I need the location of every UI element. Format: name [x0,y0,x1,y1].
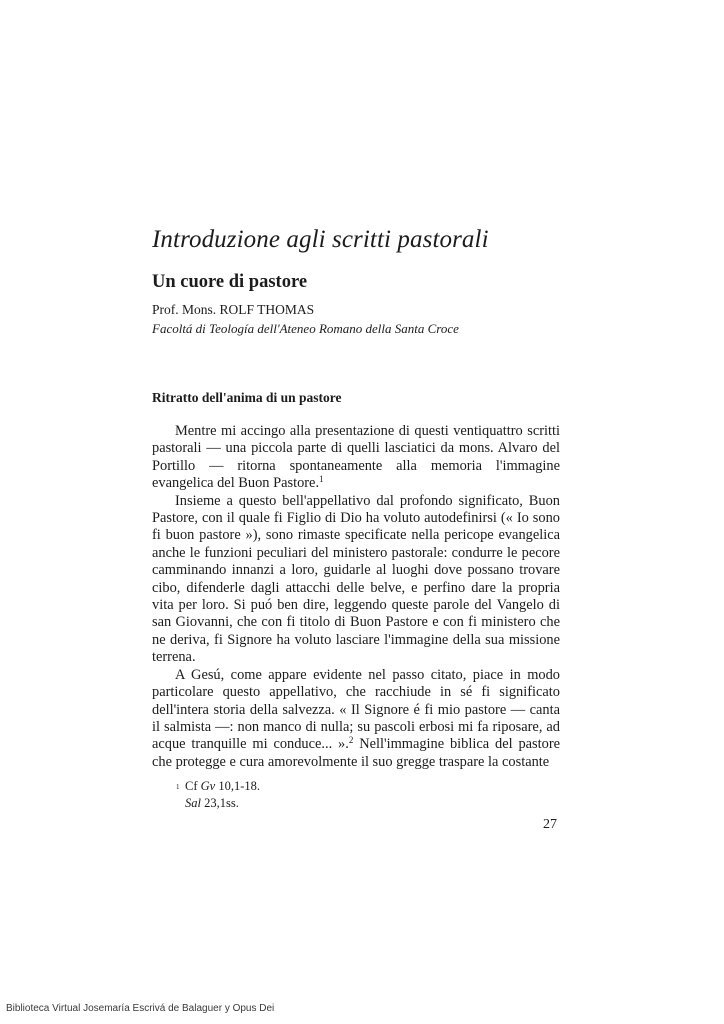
library-watermark: Biblioteca Virtual Josemaría Escrivá de Balaguer y Opus Dei [6,1003,275,1014]
footnote-ref-1: 1 [319,474,324,485]
footnote-1 [176,778,260,795]
section-heading: Ritratto dell'anima di un pastore [152,390,342,405]
footnote-1-number: 1 [176,783,180,791]
page-number: 27 [543,817,557,832]
paragraph-3-text-b: Nell'immagine biblica del pastore che protegge e cura amorevolmente il suo gregge traspare la costante [152,736,561,770]
footnote-1-ref: 10,1-18. [215,779,260,793]
paragraph-1 [152,423,560,493]
footnote-1-book: Gv [200,779,216,793]
paragraph-1-text: Mentre mi accingo alla presentazione di questi ventiquattro scritti pastorali — una piccola parte di quelli lasciatici da mons. Alvaro del Portillo — ritorna spontaneamente alla memoria l'immagine evangelica del Buon Pastore. [152,423,560,492]
author-affiliation: Facoltá di Teología dell'Ateneo Romano della Santa Croce [152,321,459,336]
footnote-2 [176,795,260,811]
body-text [152,423,560,771]
paragraph-3 [152,667,560,771]
footnote-1-cf: Cf [185,779,201,793]
article-subtitle: Un cuore di pastore [152,272,308,292]
author-name: Prof. Mons. ROLF THOMAS [152,302,315,317]
footnotes [176,778,260,811]
footnote-2-book: Sal [185,796,201,810]
footnote-2-ref: 23,1ss. [200,796,239,810]
paragraph-2: Insieme a questo bell'appellativo dal profondo significato, Buon Pastore, con il quale fi Figlio di Dio ha voluto autodefinirsi (« Io sono fi buon pastore »), sono rimaste specificate nella pericope evangelica anche le funzioni peculiari del ministero pastorale: condurre le pecore camminando innanzi a loro, guidarle al luoghi dove possano trovare cibo, difenderle dagli attacchi delle belve, e perfino dare la propria vita per loro. Si puó ben dire, leggendo queste parole del Vangelo di san Giovanni, che con fi titolo di Buon Pastore e con fi ministero che ne deriva, fi Signore ha voluto lasciare l'immagine della sua missione terrena. [152,492,560,666]
footnote-ref-2: 2 [348,735,354,746]
article-title: Introduzione agli scritti pastorali [152,226,489,253]
paragraph-3-text-a: A Gesú, come appare evidente nel passo citato, piace in modo particolare questo appellativo, che racchiude in sé fi significato dell'intera storia della salvezza. « Il Signore é fi mio pastore — canta il salmista —: non manco di nulla; su pascoli erbosi mi fa riposare, ad acque tranquille mi conduce... ». [152,666,560,753]
